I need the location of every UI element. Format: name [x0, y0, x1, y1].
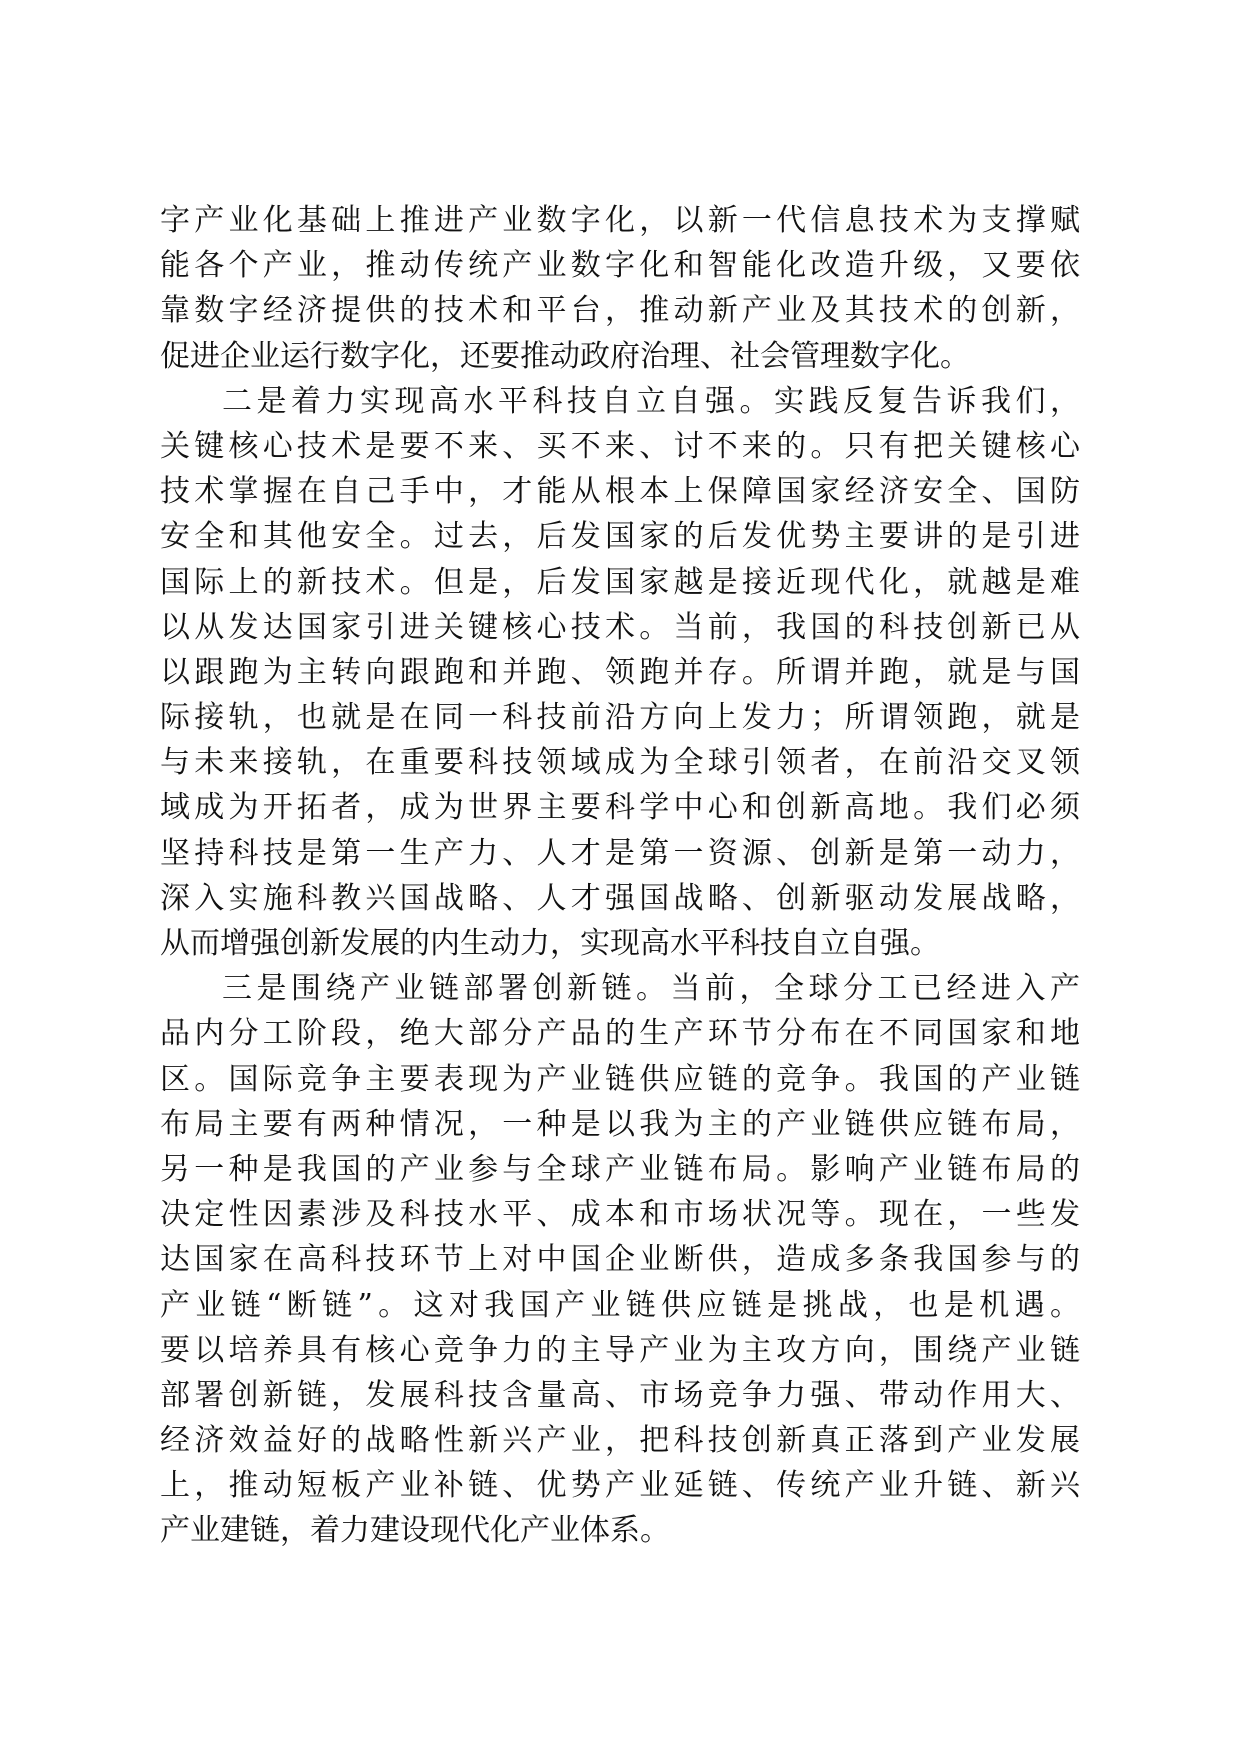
text-line: 品内分工阶段，绝大部分产品的生产环节分布在不同国家和地 [160, 1016, 1080, 1052]
text-line: 以跟跑为主转向跟跑和并跑、领跑并存。所谓并跑，就是与国 [160, 654, 1080, 690]
text-line: 布局主要有两种情况，一种是以我为主的产业链供应链布局， [160, 1106, 1080, 1142]
text-line: 深入实施科教兴国战略、人才强国战略、创新驱动发展战略， [160, 880, 1080, 916]
text-line: 际接轨，也就是在同一科技前沿方向上发力；所谓领跑，就是 [160, 700, 1080, 736]
document-body [160, 198, 1080, 1554]
text-line: 另一种是我国的产业参与全球产业链布局。影响产业链布局的 [160, 1151, 1080, 1187]
text-line: 域成为开拓者，成为世界主要科学中心和创新高地。我们必须 [160, 790, 1080, 826]
text-line: 以从发达国家引进关键核心技术。当前，我国的科技创新已从 [160, 609, 1080, 645]
text-line: 能各个产业，推动传统产业数字化和智能化改造升级，又要依 [160, 248, 1080, 284]
paragraph-start-line: 二是着力实现高水平科技自立自强。实践反复告诉我们， [222, 383, 1080, 419]
text-line: 决定性因素涉及科技水平、成本和市场状况等。现在，一些发 [160, 1197, 1080, 1233]
text-line: 经济效益好的战略性新兴产业，把科技创新真正落到产业发展 [160, 1423, 1080, 1459]
text-line: 关键核心技术是要不来、买不来、讨不来的。只有把关键核心 [160, 428, 1080, 464]
text-line: 产业链“断链”。这对我国产业链供应链是挑战，也是机遇。 [160, 1287, 1080, 1323]
text-line: 产业建链，着力建设现代化产业体系。 [160, 1513, 670, 1549]
text-line: 技术掌握在自己手中，才能从根本上保障国家经济安全、国防 [160, 474, 1080, 510]
text-line: 国际上的新技术。但是，后发国家越是接近现代化，就越是难 [160, 564, 1080, 600]
text-line: 坚持科技是第一生产力、人才是第一资源、创新是第一动力， [160, 835, 1080, 871]
text-line: 区。国际竞争主要表现为产业链供应链的竞争。我国的产业链 [160, 1061, 1080, 1097]
text-line: 部署创新链，发展科技含量高、市场竞争力强、带动作用大、 [160, 1377, 1080, 1413]
text-line: 靠数字经济提供的技术和平台，推动新产业及其技术的创新， [160, 293, 1080, 329]
text-line: 安全和其他安全。过去，后发国家的后发优势主要讲的是引进 [160, 519, 1080, 555]
text-line: 上，推动短板产业补链、优势产业延链、传统产业升链、新兴 [160, 1468, 1080, 1504]
text-line: 字产业化基础上推进产业数字化，以新一代信息技术为支撑赋 [160, 203, 1080, 238]
paragraph-start-line: 三是围绕产业链部署创新链。当前，全球分工已经进入产 [222, 971, 1080, 1007]
text-line: 达国家在高科技环节上对中国企业断供，造成多条我国参与的 [160, 1242, 1080, 1278]
document-page [160, 198, 1080, 1658]
text-line: 促进企业运行数字化，还要推动政府治理、社会管理数字化。 [160, 338, 970, 374]
text-line: 与未来接轨，在重要科技领域成为全球引领者，在前沿交叉领 [160, 745, 1080, 781]
text-line: 要以培养具有核心竞争力的主导产业为主攻方向，围绕产业链 [160, 1332, 1080, 1368]
text-line: 从而增强创新发展的内生动力，实现高水平科技自立自强。 [160, 926, 940, 961]
